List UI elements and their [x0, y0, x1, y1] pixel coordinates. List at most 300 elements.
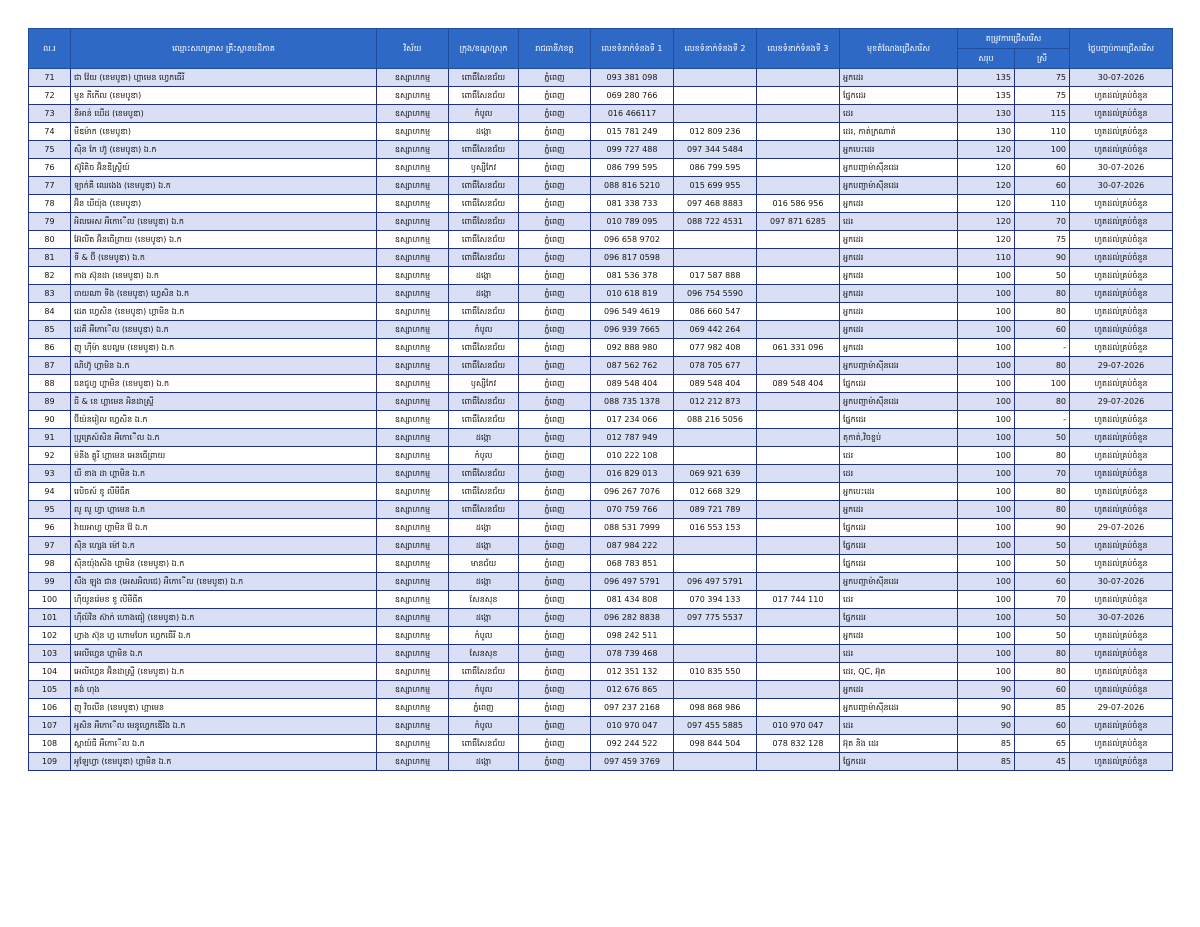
- cell-position: អ្នកដេរ: [840, 249, 958, 267]
- cell-no: 73: [29, 105, 71, 123]
- cell-phone-1: 086 799 595: [591, 159, 674, 177]
- header-total: សរុប: [958, 49, 1015, 69]
- cell-position: ផ្នែកដេរ: [840, 537, 958, 555]
- table-row: [29, 429, 1173, 447]
- cell-deadline: 30-07-2026: [1070, 609, 1173, 627]
- cell-phone-3: 017 744 110: [757, 591, 840, 609]
- cell-phone-2: [674, 231, 757, 249]
- cell-deadline: ហូតដល់គ្រប់ចំនួន: [1070, 447, 1173, 465]
- cell-no: 97: [29, 537, 71, 555]
- cell-phone-2: 098 844 504: [674, 735, 757, 753]
- cell-phone-2: 016 553 153: [674, 519, 757, 537]
- cell-sector: ឧស្សាហកម្ម: [377, 411, 449, 429]
- cell-position: អ្នកដេរ: [840, 195, 958, 213]
- cell-position: តុកាត់,វិចខ្ចប់: [840, 429, 958, 447]
- table-row: [29, 357, 1173, 375]
- cell-total: 100: [958, 591, 1015, 609]
- cell-position: ផ្នែកដេរ: [840, 609, 958, 627]
- cell-no: 105: [29, 681, 71, 699]
- table-row: [29, 501, 1173, 519]
- cell-no: 77: [29, 177, 71, 195]
- cell-total: 100: [958, 375, 1015, 393]
- cell-district: ពោធិ៍សែនជ័យ: [449, 339, 519, 357]
- cell-phone-1: 068 783 851: [591, 555, 674, 573]
- cell-district: ឫស្សីកែវ: [449, 375, 519, 393]
- cell-no: 75: [29, 141, 71, 159]
- table-row: [29, 141, 1173, 159]
- cell-company-name: ហ្វាង ស៊ុន ហ្វ ហោមបែក ហ្វេកធើរី ឯ.ក: [71, 627, 377, 645]
- cell-province: ភ្នំពេញ: [519, 177, 591, 195]
- cell-no: 107: [29, 717, 71, 735]
- cell-province: ភ្នំពេញ: [519, 681, 591, 699]
- cell-province: ភ្នំពេញ: [519, 645, 591, 663]
- cell-phone-3: [757, 519, 840, 537]
- cell-phone-2: [674, 87, 757, 105]
- cell-district: ដង្កោ: [449, 285, 519, 303]
- cell-deadline: ហូតដល់គ្រប់ចំនួន: [1070, 321, 1173, 339]
- cell-province: ភ្នំពេញ: [519, 609, 591, 627]
- cell-no: 99: [29, 573, 71, 591]
- cell-district: ពោធិ៍សែនជ័យ: [449, 177, 519, 195]
- cell-province: ភ្នំពេញ: [519, 573, 591, 591]
- table-row: [29, 195, 1173, 213]
- table-row: [29, 681, 1173, 699]
- cell-phone-2: 078 705 677: [674, 357, 757, 375]
- cell-province: ភ្នំពេញ: [519, 699, 591, 717]
- cell-phone-1: 096 549 4619: [591, 303, 674, 321]
- cell-position: អ្នកបញ្ជាម៉ាស៊ីនដេរ: [840, 159, 958, 177]
- cell-female: 60: [1015, 177, 1070, 195]
- cell-province: ភ្នំពេញ: [519, 285, 591, 303]
- cell-sector: ឧស្សាហកម្ម: [377, 69, 449, 87]
- cell-position: អ៊ុត និង ដេរ: [840, 735, 958, 753]
- table-row: [29, 591, 1173, 609]
- cell-phone-3: 010 970 047: [757, 717, 840, 735]
- cell-total: 100: [958, 663, 1015, 681]
- cell-phone-2: [674, 645, 757, 663]
- cell-sector: ឧស្សាហកម្ម: [377, 339, 449, 357]
- cell-deadline: ហូតដល់គ្រប់ចំនួន: [1070, 465, 1173, 483]
- cell-province: ភ្នំពេញ: [519, 501, 591, 519]
- cell-female: 60: [1015, 681, 1070, 699]
- cell-district: កំបូល: [449, 681, 519, 699]
- cell-deadline: ហូតដល់គ្រប់ចំនួន: [1070, 483, 1173, 501]
- cell-phone-1: 016 829 013: [591, 465, 674, 483]
- header-district: ក្រុង/ខណ្ឌ/ស្រុក: [449, 29, 519, 69]
- cell-deadline: ហូតដល់គ្រប់ចំនួន: [1070, 339, 1173, 357]
- cell-company-name: ស៊ូរិតិច អ៊ិនឌីស្ទ្រីយ៍: [71, 159, 377, 177]
- cell-no: 86: [29, 339, 71, 357]
- cell-district: ដង្កោ: [449, 609, 519, 627]
- cell-total: 100: [958, 627, 1015, 645]
- cell-province: ភ្នំពេញ: [519, 339, 591, 357]
- cell-phone-1: 089 548 404: [591, 375, 674, 393]
- cell-no: 108: [29, 735, 71, 753]
- cell-phone-3: [757, 627, 840, 645]
- cell-phone-3: [757, 573, 840, 591]
- cell-sector: ឧស្សាហកម្ម: [377, 177, 449, 195]
- cell-phone-1: 012 351 132: [591, 663, 674, 681]
- cell-female: 100: [1015, 141, 1070, 159]
- cell-no: 104: [29, 663, 71, 681]
- cell-phone-2: 086 660 547: [674, 303, 757, 321]
- cell-sector: ឧស្សាហកម្ម: [377, 555, 449, 573]
- cell-total: 120: [958, 195, 1015, 213]
- cell-deadline: 30-07-2026: [1070, 69, 1173, 87]
- cell-district: ដង្កោ: [449, 267, 519, 285]
- cell-no: 72: [29, 87, 71, 105]
- cell-deadline: ហូតដល់គ្រប់ចំនួន: [1070, 753, 1173, 771]
- cell-phone-2: 098 868 986: [674, 699, 757, 717]
- cell-district: កំបូល: [449, 447, 519, 465]
- cell-phone-1: 096 939 7665: [591, 321, 674, 339]
- cell-position: អ្នកដេរ: [840, 321, 958, 339]
- cell-province: ភ្នំពេញ: [519, 465, 591, 483]
- cell-company-name: ធី & ខេ ហ្គាមេន អិនដាស្ទ្រី: [71, 393, 377, 411]
- cell-company-name: គង់ ហុង: [71, 681, 377, 699]
- cell-position: អ្នកដេរ: [840, 285, 958, 303]
- table-row: [29, 375, 1173, 393]
- cell-phone-2: 086 799 595: [674, 159, 757, 177]
- cell-no: 96: [29, 519, 71, 537]
- cell-position: អ្នកដេរ: [840, 231, 958, 249]
- cell-deadline: ហូតដល់គ្រប់ចំនួន: [1070, 231, 1173, 249]
- cell-district: ពោធិ៍សែនជ័យ: [449, 249, 519, 267]
- cell-female: -: [1015, 411, 1070, 429]
- cell-district: ពោធិ៍សែនជ័យ: [449, 69, 519, 87]
- cell-sector: ឧស្សាហកម្ម: [377, 519, 449, 537]
- cell-phone-1: 010 970 047: [591, 717, 674, 735]
- cell-position: អ្នកដេរ: [840, 339, 958, 357]
- header-position: មុខតំណែងជ្រើសរើស: [840, 29, 958, 69]
- cell-sector: ឧស្សាហកម្ម: [377, 591, 449, 609]
- cell-province: ភ្នំពេញ: [519, 321, 591, 339]
- cell-female: 65: [1015, 735, 1070, 753]
- cell-phone-3: [757, 357, 840, 375]
- cell-sector: ឧស្សាហកម្ម: [377, 753, 449, 771]
- cell-female: 75: [1015, 87, 1070, 105]
- header-phone-3: លេខទំនាក់ទំនងទី 3: [757, 29, 840, 69]
- cell-position: អ្នកបញ្ជាម៉ាស៊ីនដេរ: [840, 357, 958, 375]
- cell-sector: ឧស្សាហកម្ម: [377, 645, 449, 663]
- cell-district: ដង្កោ: [449, 537, 519, 555]
- cell-province: ភ្នំពេញ: [519, 753, 591, 771]
- cell-province: ភ្នំពេញ: [519, 249, 591, 267]
- cell-no: 74: [29, 123, 71, 141]
- cell-sector: ឧស្សាហកម្ម: [377, 375, 449, 393]
- cell-district: ពោធិ៍សែនជ័យ: [449, 465, 519, 483]
- table-row: [29, 465, 1173, 483]
- cell-province: ភ្នំពេញ: [519, 87, 591, 105]
- cell-phone-3: [757, 699, 840, 717]
- cell-phone-2: 015 699 955: [674, 177, 757, 195]
- cell-phone-2: [674, 555, 757, 573]
- table-row: [29, 249, 1173, 267]
- cell-female: 50: [1015, 267, 1070, 285]
- cell-female: 115: [1015, 105, 1070, 123]
- cell-company-name: អេលីហ្វេន អ៊ិនដាស្ទ្រី (ខេមបូឌា) ឯ.ក: [71, 663, 377, 681]
- cell-total: 100: [958, 465, 1015, 483]
- table-row: [29, 447, 1173, 465]
- table-body: [29, 69, 1173, 771]
- cell-company-name: រេបិចស៍ ខូ លីមីធីត: [71, 483, 377, 501]
- cell-position: អ្នកបេះដេរ: [840, 141, 958, 159]
- cell-deadline: ហូតដល់គ្រប់ចំនួន: [1070, 645, 1173, 663]
- cell-no: 101: [29, 609, 71, 627]
- cell-province: ភ្នំពេញ: [519, 627, 591, 645]
- cell-phone-3: [757, 447, 840, 465]
- cell-phone-2: 097 775 5537: [674, 609, 757, 627]
- cell-sector: ឧស្សាហកម្ម: [377, 465, 449, 483]
- cell-total: 110: [958, 249, 1015, 267]
- header-phone-2: លេខទំនាក់ទំនងទី 2: [674, 29, 757, 69]
- cell-female: 70: [1015, 591, 1070, 609]
- table-row: [29, 393, 1173, 411]
- cell-phone-1: 010 618 819: [591, 285, 674, 303]
- header-female: ស្រី: [1015, 49, 1070, 69]
- cell-district: កំបូល: [449, 321, 519, 339]
- cell-phone-1: 015 781 249: [591, 123, 674, 141]
- cell-total: 120: [958, 159, 1015, 177]
- cell-no: 83: [29, 285, 71, 303]
- table-row: [29, 267, 1173, 285]
- header-phone-1: លេខទំនាក់ទំនងទី 1: [591, 29, 674, 69]
- cell-position: អ្នកដេរ: [840, 501, 958, 519]
- cell-phone-2: 097 344 5484: [674, 141, 757, 159]
- cell-province: ភ្នំពេញ: [519, 555, 591, 573]
- cell-deadline: ហូតដល់គ្រប់ចំនួន: [1070, 267, 1173, 285]
- cell-female: 110: [1015, 195, 1070, 213]
- cell-position: ផ្នែកដេរ: [840, 555, 958, 573]
- cell-position: ដេរ: [840, 465, 958, 483]
- table-row: [29, 753, 1173, 771]
- cell-province: ភ្នំពេញ: [519, 267, 591, 285]
- table-row: [29, 609, 1173, 627]
- table-row: [29, 663, 1173, 681]
- cell-phone-1: 088 816 5210: [591, 177, 674, 195]
- cell-sector: ឧស្សាហកម្ម: [377, 87, 449, 105]
- cell-total: 100: [958, 501, 1015, 519]
- cell-district: ដង្កោ: [449, 519, 519, 537]
- cell-phone-3: 061 331 096: [757, 339, 840, 357]
- cell-female: 50: [1015, 627, 1070, 645]
- cell-phone-3: [757, 141, 840, 159]
- cell-no: 84: [29, 303, 71, 321]
- cell-company-name: ញូ វិចលីន (ខេមបូឌា) ហ្គាមេន: [71, 699, 377, 717]
- cell-province: ភ្នំពេញ: [519, 195, 591, 213]
- cell-phone-2: 097 468 8883: [674, 195, 757, 213]
- cell-position: ផ្នែកដេរ: [840, 519, 958, 537]
- cell-total: 100: [958, 609, 1015, 627]
- cell-phone-3: [757, 321, 840, 339]
- cell-province: ភ្នំពេញ: [519, 519, 591, 537]
- table-header: [29, 29, 1173, 69]
- header-province: រាជធានី/ខេត្ត: [519, 29, 591, 69]
- cell-sector: ឧស្សាហកម្ម: [377, 231, 449, 249]
- cell-district: ពោធិ៍សែនជ័យ: [449, 501, 519, 519]
- cell-company-name: ណិហ៊ូ ហ្គាមិន ឯ.ក: [71, 357, 377, 375]
- cell-sector: ឧស្សាហកម្ម: [377, 699, 449, 717]
- cell-total: 100: [958, 411, 1015, 429]
- cell-total: 100: [958, 429, 1015, 447]
- cell-position: អ្នកដេរ: [840, 267, 958, 285]
- cell-female: 80: [1015, 645, 1070, 663]
- cell-company-name: ឡាក់គី ឈេងេង (ខេមបូឌា) ឯ.ក: [71, 177, 377, 195]
- table-row: [29, 231, 1173, 249]
- cell-position: អ្នកដេរ: [840, 69, 958, 87]
- cell-position: អ្នកដេរ: [840, 627, 958, 645]
- cell-company-name: ម៉នីង គ្លូរី ហ្គាមេន អេនធើព្រាយ: [71, 447, 377, 465]
- header-company-name: ឈ្មោះសហគ្រាស គ្រឹះស្ថានបដិភាគ: [71, 29, 377, 69]
- cell-total: 100: [958, 267, 1015, 285]
- cell-phone-1: 078 739 468: [591, 645, 674, 663]
- table-row: [29, 411, 1173, 429]
- cell-district: ពោធិ៍សែនជ័យ: [449, 213, 519, 231]
- cell-phone-3: 016 586 956: [757, 195, 840, 213]
- cell-total: 100: [958, 537, 1015, 555]
- cell-sector: ឧស្សាហកម្ម: [377, 393, 449, 411]
- cell-deadline: ហូតដល់គ្រប់ចំនួន: [1070, 303, 1173, 321]
- cell-phone-1: 087 984 222: [591, 537, 674, 555]
- cell-female: 90: [1015, 519, 1070, 537]
- cell-female: 45: [1015, 753, 1070, 771]
- cell-province: ភ្នំពេញ: [519, 213, 591, 231]
- cell-no: 102: [29, 627, 71, 645]
- cell-province: ភ្នំពេញ: [519, 303, 591, 321]
- cell-no: 76: [29, 159, 71, 177]
- table-row: [29, 285, 1173, 303]
- cell-female: 80: [1015, 501, 1070, 519]
- cell-district: ពោធិ៍សែនជ័យ: [449, 357, 519, 375]
- cell-phone-1: 069 280 766: [591, 87, 674, 105]
- cell-phone-3: [757, 609, 840, 627]
- cell-position: អ្នកបញ្ជាម៉ាស៊ីនដេរ: [840, 699, 958, 717]
- cell-phone-3: [757, 465, 840, 483]
- cell-company-name: យី ខាង ដា ហ្គាមិន ឯ.ក: [71, 465, 377, 483]
- header-recruitment-needs: តម្រូវការជ្រើសរើស: [958, 29, 1070, 49]
- cell-no: 93: [29, 465, 71, 483]
- cell-no: 79: [29, 213, 71, 231]
- cell-province: ភ្នំពេញ: [519, 411, 591, 429]
- cell-district: ពោធិ៍សែនជ័យ: [449, 411, 519, 429]
- table-row: [29, 699, 1173, 717]
- cell-sector: ឧស្សាហកម្ម: [377, 267, 449, 285]
- cell-no: 106: [29, 699, 71, 717]
- table-row: [29, 177, 1173, 195]
- cell-sector: ឧស្សាហកម្ម: [377, 195, 449, 213]
- cell-female: 80: [1015, 285, 1070, 303]
- cell-district: ពោធិ៍សែនជ័យ: [449, 483, 519, 501]
- cell-phone-3: [757, 663, 840, 681]
- cell-female: 80: [1015, 447, 1070, 465]
- table-row: [29, 213, 1173, 231]
- cell-province: ភ្នំពេញ: [519, 159, 591, 177]
- cell-province: ភ្នំពេញ: [519, 105, 591, 123]
- cell-position: អ្នកដេរ: [840, 303, 958, 321]
- cell-deadline: ហូតដល់គ្រប់ចំនួន: [1070, 105, 1173, 123]
- cell-company-name: ហ៊ីយូនរ៉េមខ ខូ លីមីធីត: [71, 591, 377, 609]
- cell-phone-2: [674, 69, 757, 87]
- cell-phone-3: [757, 681, 840, 699]
- cell-company-name: នីអាន់ ឃើដ (ខេមបូឌា): [71, 105, 377, 123]
- cell-sector: ឧស្សាហកម្ម: [377, 663, 449, 681]
- cell-female: 80: [1015, 393, 1070, 411]
- cell-province: ភ្នំពេញ: [519, 429, 591, 447]
- cell-no: 90: [29, 411, 71, 429]
- cell-district: មានជ័យ: [449, 555, 519, 573]
- cell-phone-2: 096 497 5791: [674, 573, 757, 591]
- cell-district: កំបូល: [449, 717, 519, 735]
- cell-company-name: សឹង ឡុង ជាន (អេសអិលជេ) អឹកោើល (ខេមបូឌា) ឯ.ក: [71, 573, 377, 591]
- cell-deadline: ហូតដល់គ្រប់ចំនួន: [1070, 627, 1173, 645]
- cell-phone-3: [757, 555, 840, 573]
- cell-position: ដេរ: [840, 591, 958, 609]
- cell-phone-2: 070 394 133: [674, 591, 757, 609]
- cell-female: 50: [1015, 555, 1070, 573]
- cell-female: 60: [1015, 321, 1070, 339]
- cell-phone-3: [757, 231, 840, 249]
- cell-no: 98: [29, 555, 71, 573]
- cell-company-name: ប្រូគ្រេស៍សិន អឹកោើល ឯ.ក: [71, 429, 377, 447]
- cell-position: ផ្នែកដេរ: [840, 375, 958, 393]
- cell-district: ពោធិ៍សែនជ័យ: [449, 303, 519, 321]
- cell-deadline: ហូតដល់គ្រប់ចំនួន: [1070, 537, 1173, 555]
- cell-deadline: 29-07-2026: [1070, 699, 1173, 717]
- cell-phone-3: [757, 753, 840, 771]
- cell-no: 85: [29, 321, 71, 339]
- cell-province: ភ្នំពេញ: [519, 735, 591, 753]
- cell-phone-2: 010 835 550: [674, 663, 757, 681]
- cell-deadline: ហូតដល់គ្រប់ចំនួន: [1070, 249, 1173, 267]
- cell-district: កំបូល: [449, 105, 519, 123]
- cell-company-name: អ៊ែលីត អ៊ិនធើព្រាយ (ខេមបូឌា) ឯ.ក: [71, 231, 377, 249]
- cell-female: 60: [1015, 573, 1070, 591]
- cell-province: ភ្នំពេញ: [519, 717, 591, 735]
- table-row: [29, 573, 1173, 591]
- cell-phone-1: 070 759 766: [591, 501, 674, 519]
- table-row: [29, 483, 1173, 501]
- header-deadline: ថ្ងៃបញ្ចប់ការជ្រើសរើស: [1070, 29, 1173, 69]
- cell-phone-2: 096 754 5590: [674, 285, 757, 303]
- cell-no: 94: [29, 483, 71, 501]
- cell-company-name: ដេត ហ្វេសិន (ខេមបូឌា) ហ្គាមិន ឯ.ក: [71, 303, 377, 321]
- cell-position: អ្នកបញ្ជាម៉ាស៊ីនដេរ: [840, 393, 958, 411]
- cell-phone-2: 089 721 789: [674, 501, 757, 519]
- cell-province: ភ្នំពេញ: [519, 123, 591, 141]
- cell-phone-1: 099 727 488: [591, 141, 674, 159]
- cell-phone-3: [757, 411, 840, 429]
- cell-female: 70: [1015, 465, 1070, 483]
- cell-district: ភ្នំពេញ: [449, 699, 519, 717]
- cell-deadline: 30-07-2026: [1070, 177, 1173, 195]
- cell-total: 100: [958, 645, 1015, 663]
- cell-sector: ឧស្សាហកម្ម: [377, 285, 449, 303]
- cell-female: 50: [1015, 609, 1070, 627]
- cell-province: ភ្នំពេញ: [519, 537, 591, 555]
- cell-deadline: ហូតដល់គ្រប់ចំនួន: [1070, 141, 1173, 159]
- cell-position: អ្នកដេរ: [840, 681, 958, 699]
- cell-phone-2: [674, 447, 757, 465]
- cell-province: ភ្នំពេញ: [519, 483, 591, 501]
- cell-company-name: អ៊ិន ឃីយ៉ុង (ខេមបូឌា): [71, 195, 377, 213]
- cell-district: ពោធិ៍សែនជ័យ: [449, 663, 519, 681]
- cell-total: 100: [958, 321, 1015, 339]
- cell-total: 100: [958, 555, 1015, 573]
- cell-company-name: អូឡែហ្វា (ខេមបូឌា) ហ្គាមិន ឯ.ក: [71, 753, 377, 771]
- cell-phone-1: 097 459 3769: [591, 753, 674, 771]
- table-row: [29, 519, 1173, 537]
- cell-phone-3: [757, 285, 840, 303]
